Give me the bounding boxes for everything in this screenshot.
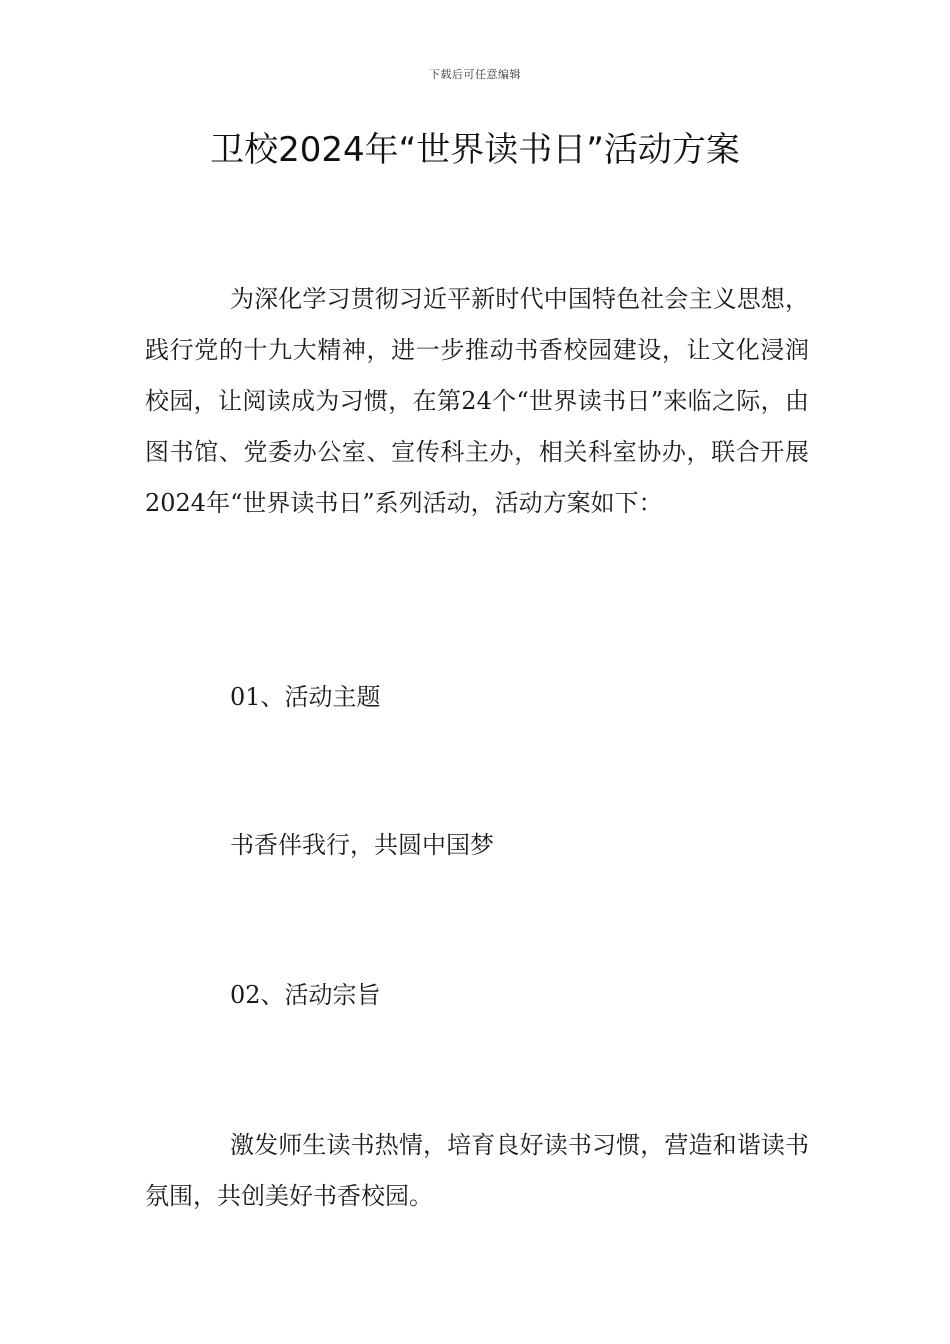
section-body-aim: 激发师生读书热情，培育良好读书习惯，营造和谐读书氛围，共创美好书香校园。 bbox=[145, 1131, 809, 1210]
header-note: 下载后可任意编辑 bbox=[429, 68, 521, 81]
document-title: 卫校2024年“世界读书日”活动方案 bbox=[210, 130, 740, 170]
intro-paragraph: 为深化学习贯彻习近平新时代中国特色社会主义思想，践行党的十九大精神，进一步推动书香校园建设，让文化浸润校园，让阅读成为习惯，在第24个“世界读书日”来临之际，由图书馆、党委办公室、宣传科主办，相关科室协办，联合开展2024年“世界读书日”系列活动，活动方案如下： bbox=[145, 285, 809, 517]
section-heading-theme: 01、活动主题 bbox=[230, 683, 381, 711]
section-heading-aim: 02、活动宗旨 bbox=[230, 981, 381, 1009]
section-body-theme: 书香伴我行，共圆中国梦 bbox=[230, 831, 494, 859]
